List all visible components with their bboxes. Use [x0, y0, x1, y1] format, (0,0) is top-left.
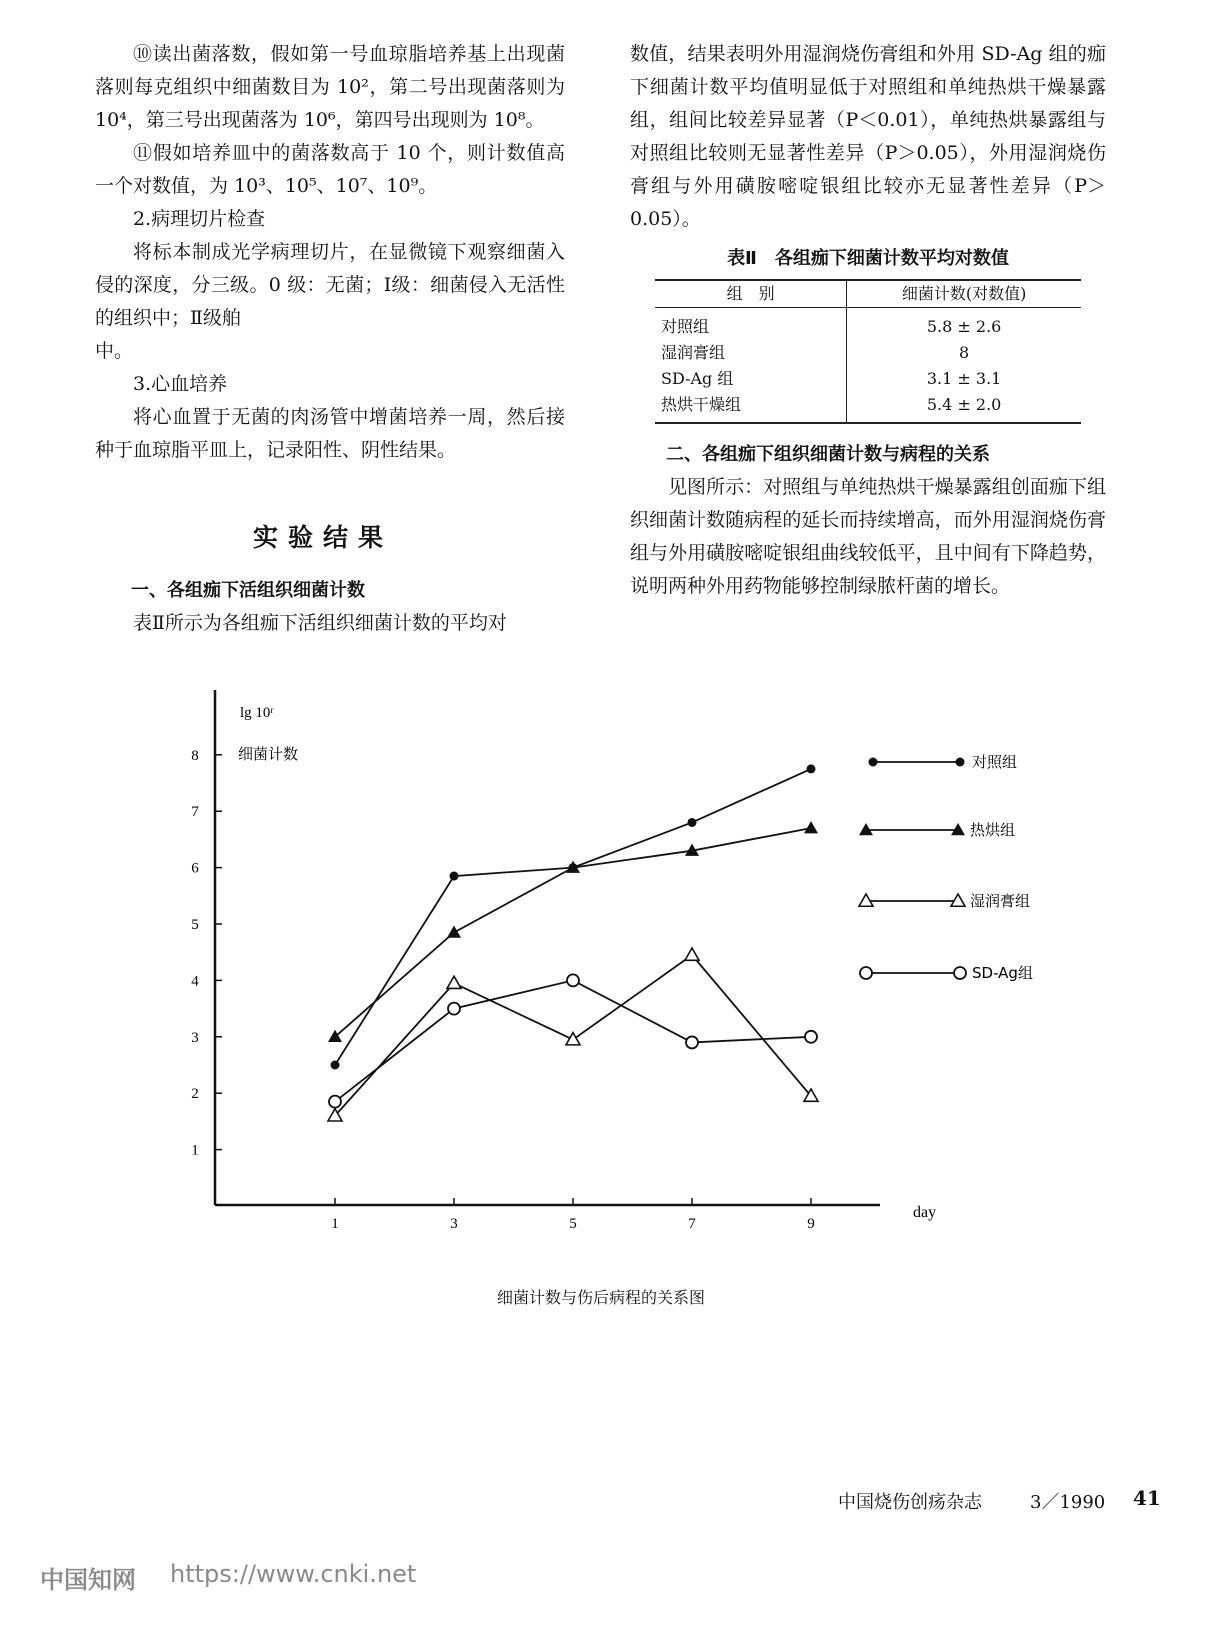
right-column [630, 38, 1106, 603]
y-tick-label: 2 [191, 1086, 199, 1103]
series-line [335, 769, 811, 1065]
x-tick-label: 7 [688, 1216, 696, 1232]
paragraph: 表Ⅱ所示为各组痂下活组织细菌计数的平均对 [133, 612, 507, 634]
chart-axes [191, 690, 880, 1232]
table-row [655, 392, 1081, 423]
data-point [804, 821, 818, 833]
y-tick-label: 3 [191, 1029, 199, 1046]
table-row [655, 366, 1081, 392]
subsection-title: 二、各组痂下组织细菌计数与病程的关系 [666, 444, 990, 465]
data-point [685, 948, 699, 960]
data-point [686, 1036, 698, 1048]
y-axis-unit-label: lg 10ʳ [240, 705, 274, 721]
data-point [448, 1003, 460, 1015]
series-line [335, 828, 811, 1037]
table-cell: 热烘干燥组 [655, 392, 847, 423]
data-point [566, 1033, 580, 1045]
x-tick-label: 5 [569, 1216, 577, 1232]
subheading: 3.心血培养 [133, 373, 228, 395]
x-tick-label: 3 [450, 1216, 458, 1232]
legend-marker [869, 758, 878, 767]
y-tick-label: 5 [191, 917, 199, 933]
data-point [450, 872, 459, 881]
x-tick-label: 1 [331, 1216, 339, 1232]
legend-label: SD-Ag组 [972, 964, 1033, 982]
table-caption: 表Ⅱ 各组痂下细菌计数平均对数值 [727, 248, 1009, 269]
table-cell: 对照组 [655, 308, 847, 341]
data-point [329, 1096, 341, 1108]
y-tick-label: 8 [191, 747, 199, 764]
table-cell: 5.8 ± 2.6 [926, 317, 1002, 336]
x-axis-label: day [913, 1204, 937, 1221]
table-cell: 3.1 ± 3.1 [926, 369, 1002, 388]
y-tick-label: 7 [191, 804, 199, 821]
legend-label: 湿润膏组 [970, 892, 1031, 910]
chart-legend [859, 753, 1033, 982]
line-chart [0, 680, 1216, 1300]
watermark-site: 中国知网 [40, 1566, 136, 1594]
legend-marker [860, 967, 872, 979]
y-tick-label: 4 [191, 973, 199, 990]
legend-marker [956, 758, 965, 767]
journal-name: 中国烧伤创疡杂志 [838, 1492, 982, 1513]
data-point [447, 925, 461, 937]
table-cell: 湿润膏组 [655, 340, 847, 366]
data-point [447, 976, 461, 988]
legend-label: 热烘组 [970, 821, 1016, 839]
table-cell: 8 [959, 343, 970, 362]
chart-plot [328, 764, 818, 1121]
figure-caption: 细菌计数与伤后病程的关系图 [497, 1288, 706, 1307]
y-axis-label: 细菌计数 [238, 745, 299, 763]
data-point [567, 974, 579, 986]
left-column [95, 38, 565, 467]
paragraph: 将心血置于无菌的肉汤管中增菌培养一周，然后接种于血琼脂平皿上，记录阳性、阴性结果。 [95, 406, 565, 461]
results-table [655, 279, 1081, 424]
issue-number: 3／1990 [1030, 1492, 1106, 1513]
watermark-url: https://www.cnki.net [170, 1560, 417, 1588]
table-row [655, 340, 1081, 366]
paragraph: 中。 [95, 340, 134, 362]
subheading: 2.病理切片检查 [133, 208, 266, 230]
legend-label: 对照组 [972, 753, 1018, 771]
table-header: 细菌计数(对数值) [847, 280, 1081, 308]
page-number: 41 [1133, 1486, 1161, 1510]
section-title: 实验结果 [253, 523, 394, 552]
table-cell: 5.4 ± 2.0 [847, 392, 1081, 423]
paragraph: ⑩读出菌落数，假如第一号血琼脂培养基上出现菌落则每克组织中细菌数目为 10²，第二号出现菌落则为 10⁴，第三号出现菌落为 10⁶，第四号出现则为 10⁸。 [95, 43, 565, 131]
x-tick-label: 9 [807, 1216, 815, 1232]
paragraph: 数值，结果表明外用湿润烧伤膏组和外用 SD-Ag 组的痂下细菌计数平均值明显低于对照组和单纯热烘干燥暴露组，组间比较差异显著（P＜0.01），单纯热烘暴露组与对照组比较则无显著性差异（P＞0.05），外用湿润烧伤膏组与外用磺胺嘧啶银组比较亦无显著性差异（P＞0.05）。 [630, 43, 1106, 230]
data-point [805, 1031, 817, 1043]
paragraph: ⑪假如培养皿中的菌落数高于 10 个，则计数值高一个对数值，为 10³、10⁵、10⁷、10⁹。 [95, 142, 565, 197]
y-tick-label: 1 [191, 1142, 199, 1159]
data-point [688, 818, 697, 827]
paragraph: 见图所示：对照组与单纯热烘干燥暴露组创面痂下组织细菌计数随病程的延长而持续增高，而外用湿润烧伤膏组与外用磺胺嘧啶银组曲线较低平，且中间有下降趋势，说明两种外用药物能够控制绿脓杆菌的增长。 [630, 476, 1106, 597]
subsection-title: 一、各组痂下活组织细菌计数 [131, 580, 365, 601]
paragraph: 将标本制成光学病理切片，在显微镜下观察细菌入侵的深度，分三级。0 级：无菌；Ⅰ级：细菌侵入无活性的组织中；Ⅱ级舶 [95, 241, 565, 329]
y-tick-label: 6 [191, 860, 199, 877]
table-header: 组 别 [655, 280, 847, 308]
data-point [807, 764, 816, 773]
table-row [655, 308, 1081, 341]
legend-marker [954, 967, 966, 979]
data-point [331, 1061, 340, 1070]
table-cell: SD-Ag 组 [655, 366, 847, 392]
left-column-bottom [95, 574, 565, 640]
